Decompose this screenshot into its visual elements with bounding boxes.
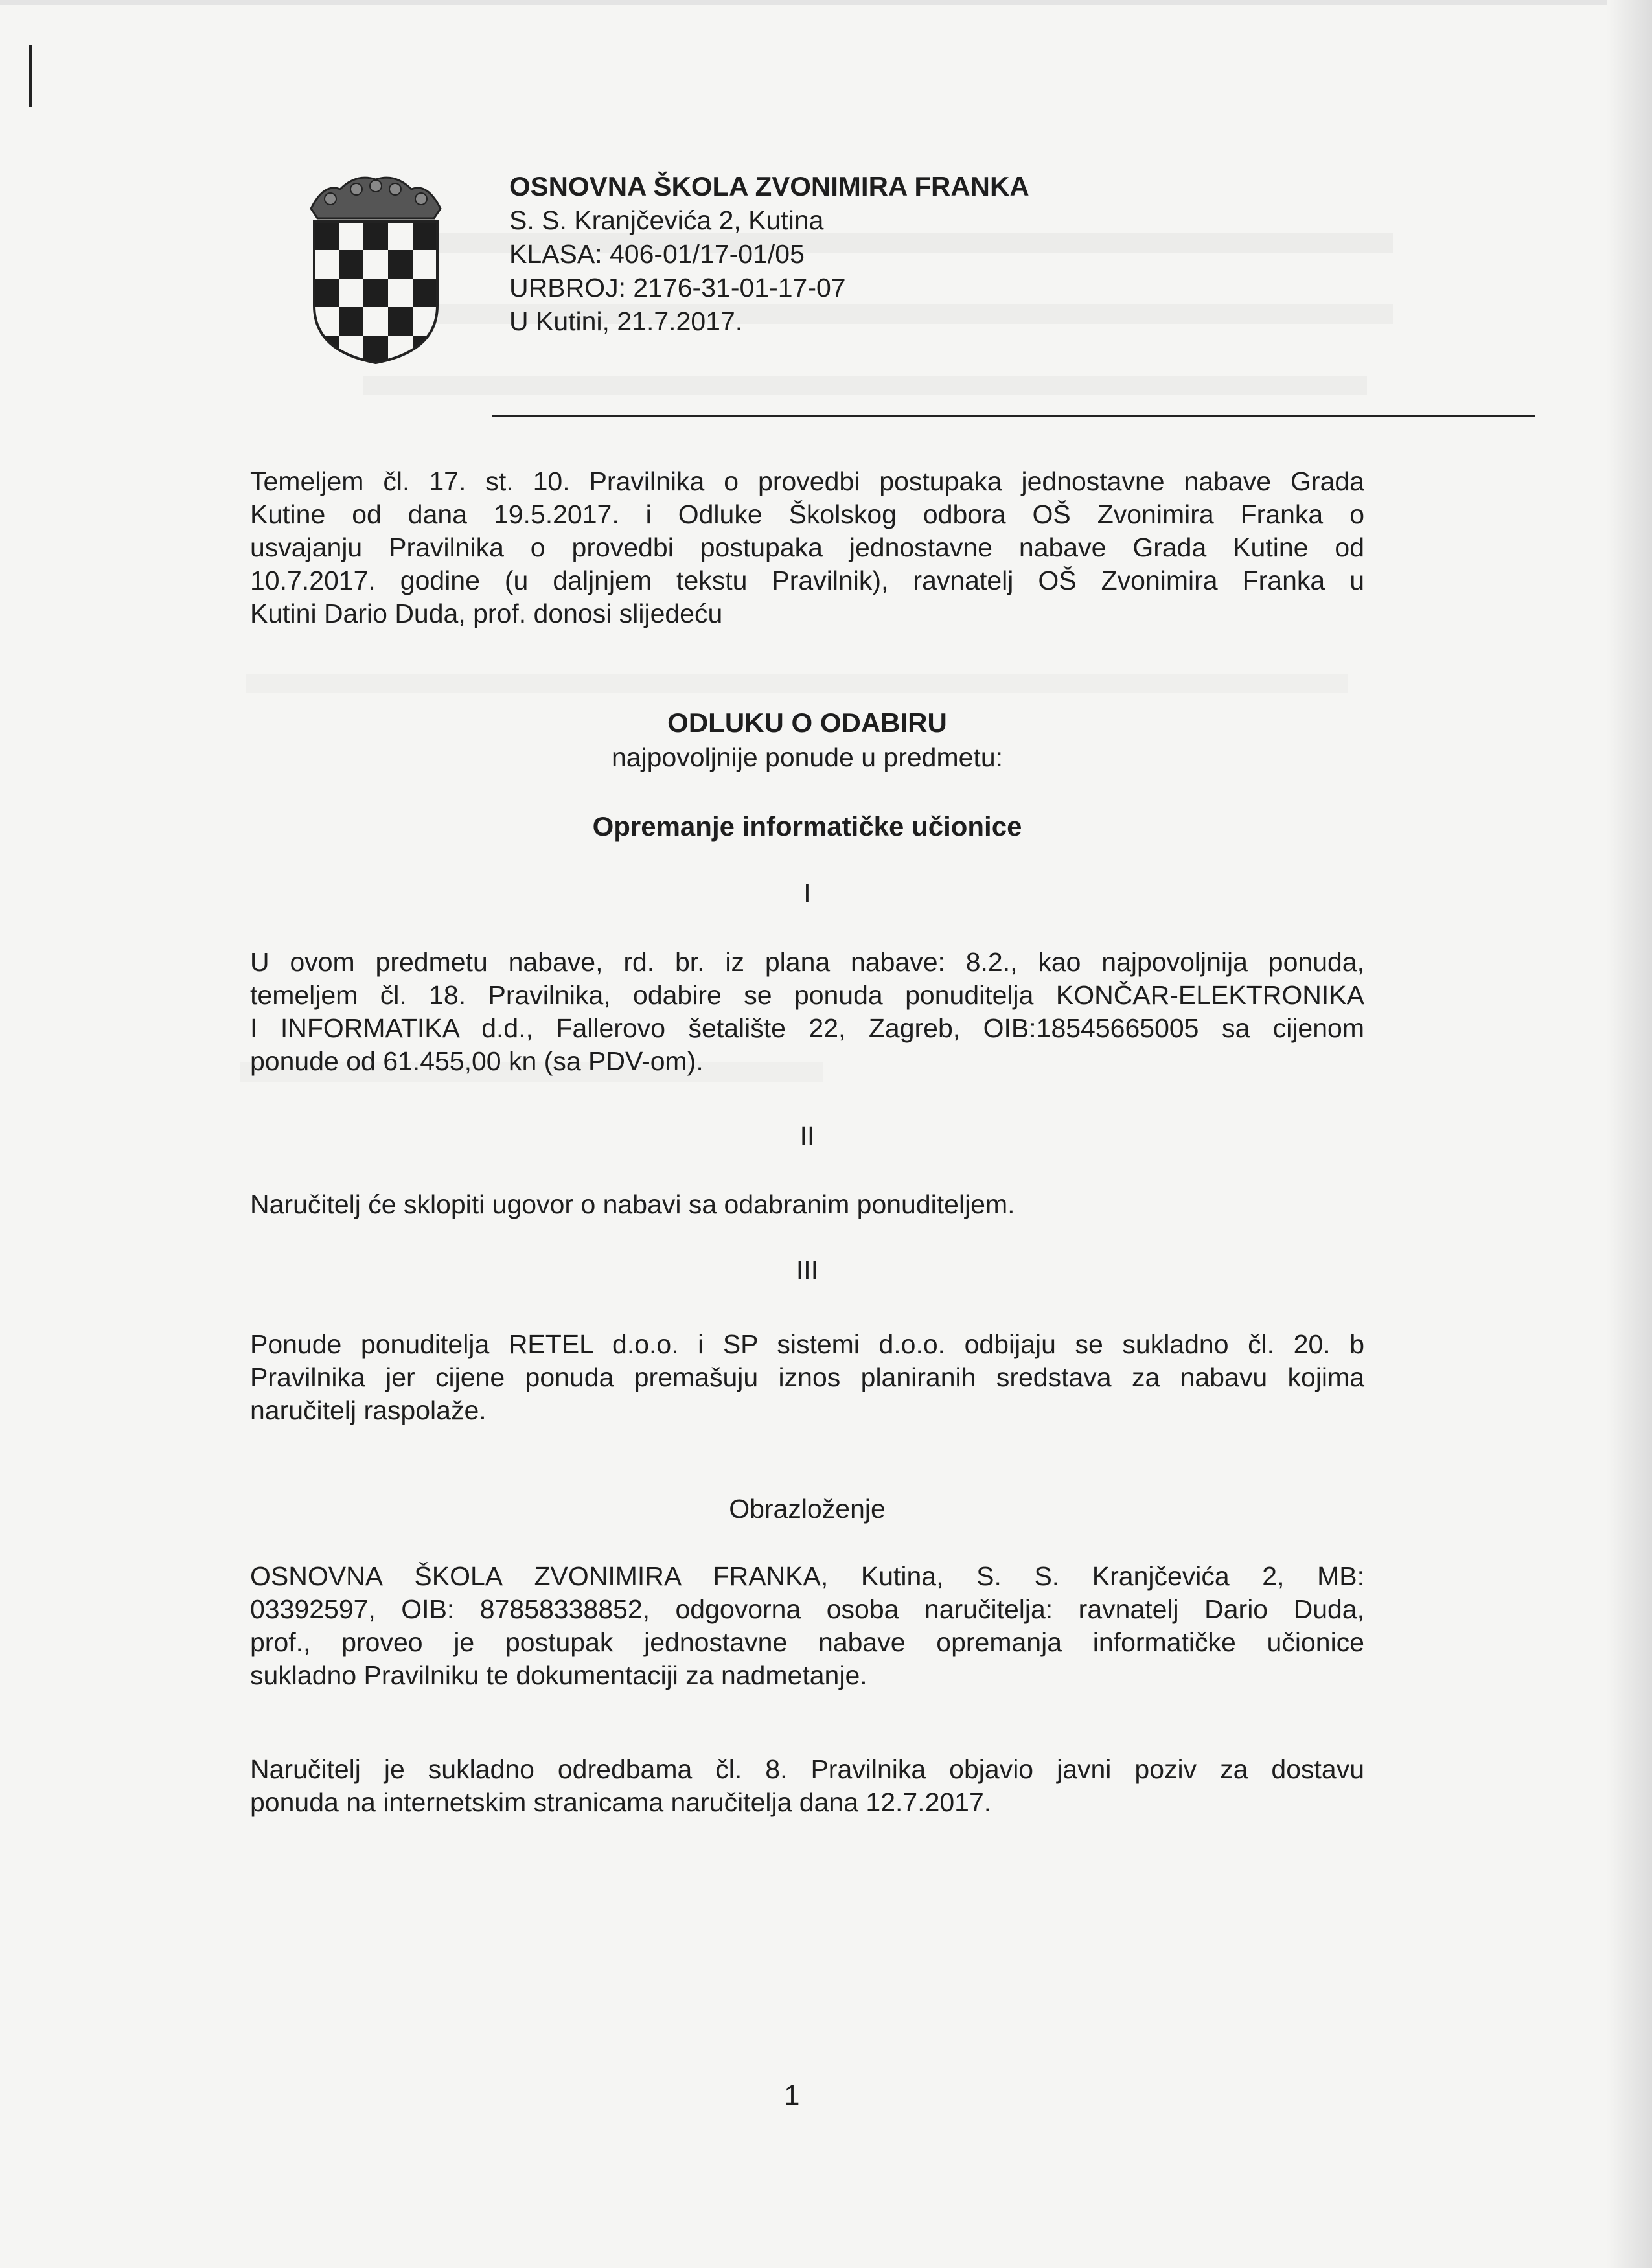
intro-line: Kutini Dario Duda, prof. donosi slijedeću	[250, 599, 723, 628]
section-line: Ponude ponuditelja RETEL d.o.o. i SP sistemi d.o.o. odbijaju se sukladno čl. 20. b	[250, 1329, 1364, 1359]
klasa: KLASA: 406-01/17-01/05	[509, 239, 805, 269]
coat-of-arms-icon	[304, 170, 447, 364]
explanation-line: prof., proveo je postupak jednostavne nabave opremanja informatičke učionice	[250, 1627, 1364, 1657]
intro-line: Kutine od dana 19.5.2017. i Odluke Školskog odbora OŠ Zvonimira Franka o	[250, 499, 1364, 529]
section-line: I INFORMATIKA d.d., Fallerovo šetalište 22, Zagreb, OIB:18545665005 sa cijenom	[250, 1013, 1364, 1043]
explanation-line: ponuda na internetskim stranicama naručitelja dana 12.7.2017.	[250, 1787, 992, 1817]
section-i-text	[250, 946, 1364, 1078]
section-line: Naručitelj će sklopiti ugovor o nabavi sa odabranim ponuditeljem.	[250, 1189, 1015, 1219]
section-line: U ovom predmetu nabave, rd. br. iz plana nabave: 8.2., kao najpovoljnija ponuda,	[250, 947, 1364, 977]
scan-mark	[29, 45, 32, 107]
school-name: OSNOVNA ŠKOLA ZVONIMIRA FRANKA	[509, 171, 1029, 201]
explanation-line: sukladno Pravilniku te dokumentaciji za nadmetanje.	[250, 1660, 867, 1690]
section-iii-text	[250, 1328, 1364, 1427]
explanation-paragraph-2	[250, 1753, 1364, 1819]
explanation-title: Obrazloženje	[729, 1494, 886, 1524]
intro-line: usvajanju Pravilnika o provedbi postupaka jednostavne nabave Grada Kutine od	[250, 533, 1364, 562]
explanation-paragraph-1	[250, 1560, 1364, 1692]
urbroj: URBROJ: 2176-31-01-17-07	[509, 273, 846, 303]
intro-line: 10.7.2017. godine (u daljnjem tekstu Pravilnik), ravnatelj OŠ Zvonimira Franka u	[250, 566, 1364, 595]
section-line: temeljem čl. 18. Pravilnika, odabire se ponuda ponuditelja KONČAR-ELEKTRONIKA	[250, 980, 1364, 1010]
scan-right-edge	[1607, 0, 1652, 2268]
section-line: ponude od 61.455,00 kn (sa PDV-om).	[250, 1046, 704, 1076]
letterhead	[509, 170, 1029, 338]
header-divider	[492, 415, 1535, 417]
explanation-line: Naručitelj je sukladno odredbama čl. 8. Pravilnika objavio javni poziv za dostavu	[250, 1754, 1364, 1784]
section-ii-text	[250, 1188, 1364, 1221]
section-line: Pravilnika jer cijene ponuda premašuju iznos planiranih sredstava za nabavu kojima	[250, 1362, 1364, 1392]
scan-top-edge	[0, 0, 1652, 5]
place-date: U Kutini, 21.7.2017.	[509, 306, 743, 336]
decision-subtitle: najpovoljnije ponude u predmetu:	[611, 742, 1004, 772]
school-address: S. S. Kranjčevića 2, Kutina	[509, 205, 824, 235]
intro-line: Temeljem čl. 17. st. 10. Pravilnika o provedbi postupaka jednostavne nabave Grada	[250, 466, 1364, 496]
explanation-line: 03392597, OIB: 87858338852, odgovorna osoba naručitelja: ravnatelj Dario Duda,	[250, 1594, 1364, 1624]
decision-subject: Opremanje informatičke učionice	[592, 811, 1022, 842]
section-numeral: II	[799, 1121, 815, 1151]
decision-title: ODLUKU O ODABIRU	[667, 707, 947, 738]
page-number: 1	[784, 2079, 800, 2111]
explanation-line: OSNOVNA ŠKOLA ZVONIMIRA FRANKA, Kutina, S. S. Kranjčevića 2, MB:	[250, 1561, 1364, 1591]
section-numeral: III	[796, 1255, 819, 1285]
intro-paragraph	[250, 465, 1364, 630]
section-line: naručitelj raspolaže.	[250, 1395, 487, 1425]
section-numeral: I	[803, 878, 811, 908]
